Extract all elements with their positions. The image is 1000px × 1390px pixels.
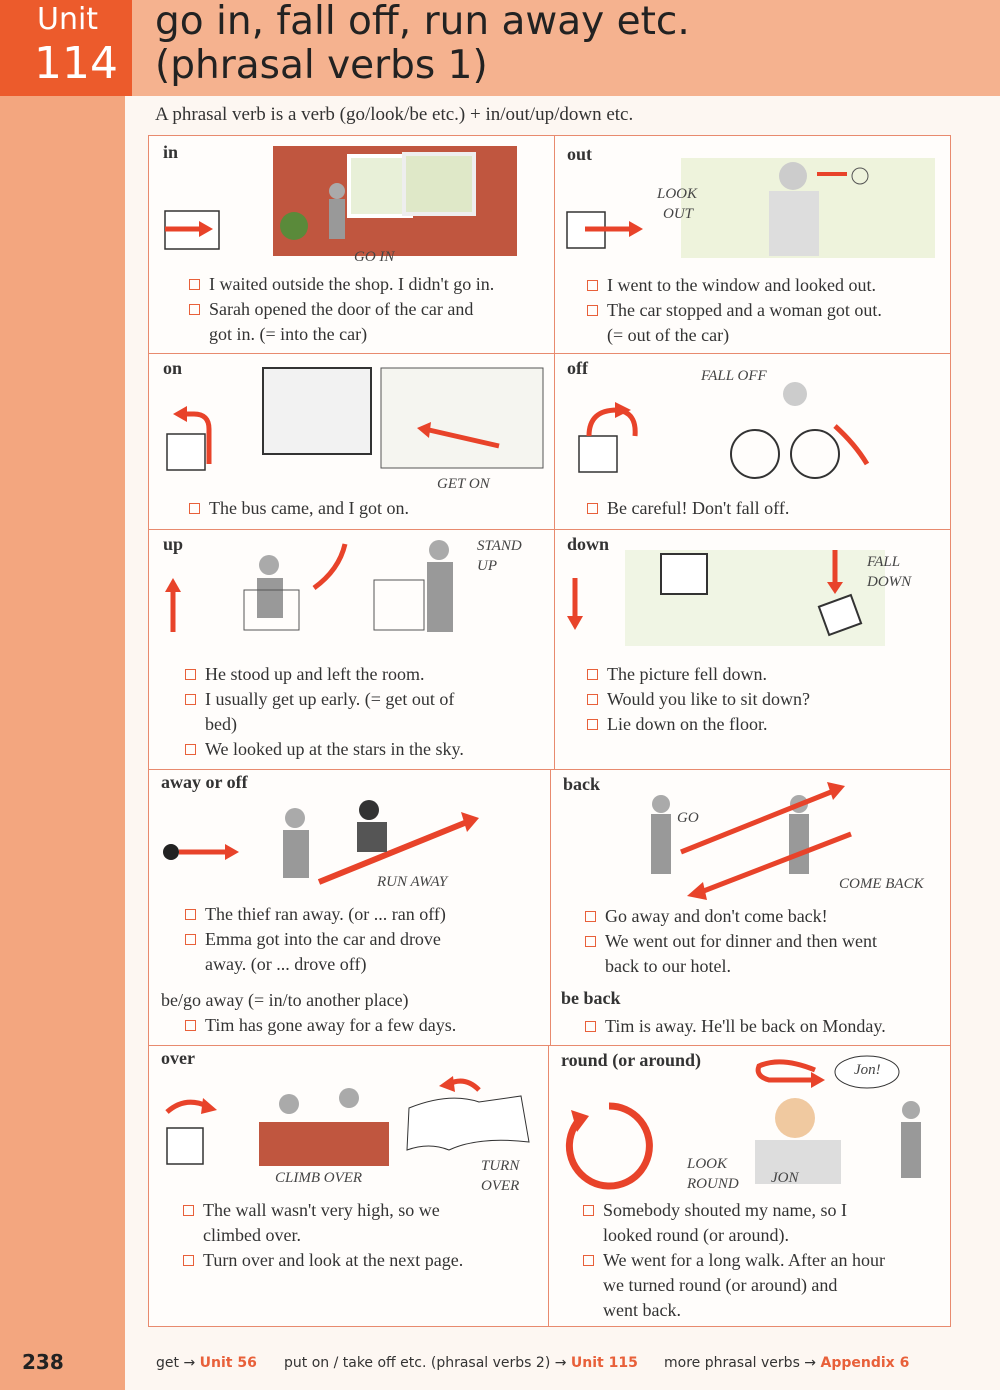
off-examples: Be careful! Don't fall off.	[587, 496, 789, 521]
be-go-away-example: Tim has gone away for a few days.	[185, 1013, 456, 1038]
up-examples: He stood up and left the room. I usually get up early. (= get out of bed) We looked up at the stars in the sky.	[185, 662, 464, 762]
down-examples: The picture fell down. Would you like to sit down? Lie down on the floor.	[587, 662, 810, 737]
in-examples: I waited outside the shop. I didn't go in. Sarah opened the door of the car and got in. (= into the car)	[189, 272, 494, 347]
speech-bubble: Jon!	[854, 1062, 881, 1078]
be-back-label: be back	[561, 988, 621, 1008]
on-examples: The bus came, and I got on.	[189, 496, 409, 521]
away-label: away or off	[161, 772, 248, 792]
section-label: out	[567, 144, 593, 164]
page-number: 238	[22, 1350, 64, 1374]
link-unit-56[interactable]: Unit 56	[199, 1355, 257, 1371]
section-off: off FALL OFF Be careful! Don't fall off.	[555, 354, 950, 530]
out-examples: I went to the window and looked out. The car stopped and a woman got out. (= out of the car)	[587, 273, 882, 348]
phrasal-verb-grid	[148, 135, 951, 1327]
section-down: down FALL DOWN The picture fell down. Would you like to sit down? Lie down on the floor.	[555, 530, 950, 770]
footer-ref-more: more phrasal verbs → Appendix 6	[664, 1355, 910, 1371]
footer-ref-put-on: put on / take off etc. (phrasal verbs 2) → Unit 115	[284, 1355, 638, 1371]
unit-label: Unit	[37, 2, 99, 37]
section-over: over CLIMB OVER TURN OVER The wall wasn't very high, so we climbed over. Turn over and look at the next page.	[149, 1046, 549, 1326]
section-on: on GET ON The bus came, and I got on.	[149, 354, 555, 530]
in-caption: GO IN	[354, 249, 395, 265]
section-in	[149, 136, 555, 354]
section-up: up STAND UP He stood up and left the room. I usually get up early. (= get out of bed) We looked up at the stars in the sky.	[149, 530, 555, 770]
intro-text: A phrasal verb is a verb (go/look/be etc.) + in/out/up/down etc.	[155, 104, 634, 125]
section-label: in	[163, 142, 179, 162]
section-round: round (or around) Jon! JON LOOK ROUND Somebody shouted my name, so I looked round (or around). We went for a long walk. After an hour we turned round (or around) and went back.	[549, 1046, 950, 1326]
link-unit-115[interactable]: Unit 115	[570, 1355, 638, 1371]
page-sidebar	[0, 0, 125, 1390]
unit-badge	[0, 0, 132, 96]
page-title: go in, fall off, run away etc. (phrasal verbs 1)	[155, 0, 690, 88]
round-examples: Somebody shouted my name, so I looked round (or around). We went for a long walk. After an hour we turned round (or around) and went back.	[583, 1198, 885, 1323]
footer-ref-get: get → Unit 56	[156, 1355, 257, 1371]
be-back-example: Tim is away. He'll be back on Monday.	[585, 1014, 886, 1039]
link-appendix-6[interactable]: Appendix 6	[820, 1355, 910, 1371]
section-away: away or off RUN AWAY The thief ran away. (or ... ran off) Emma got into the car and drove away. (or ... drove off) be/go away (= in/to another place) Tim has gone away for a few days.	[149, 770, 551, 1046]
away-examples: The thief ran away. (or ... ran off) Emma got into the car and drove away. (or ... drove off)	[185, 902, 446, 977]
over-examples: The wall wasn't very high, so we climbed over. Turn over and look at the next page.	[183, 1198, 463, 1273]
back-examples: Go away and don't come back! We went out for dinner and then went back to our hotel.	[585, 904, 877, 979]
be-go-away-label: be/go away (= in/to another place)	[161, 990, 409, 1010]
section-back: back GO COME BACK Go away and don't come back! We went out for dinner and then went back to our hotel. be back Tim is away. He'll be back on Monday.	[551, 770, 950, 1046]
unit-number: 114	[34, 38, 118, 89]
section-out: out LOOK OUT I went to the window and looked out. The car stopped and a woman got out. (= out of the car)	[555, 136, 950, 354]
